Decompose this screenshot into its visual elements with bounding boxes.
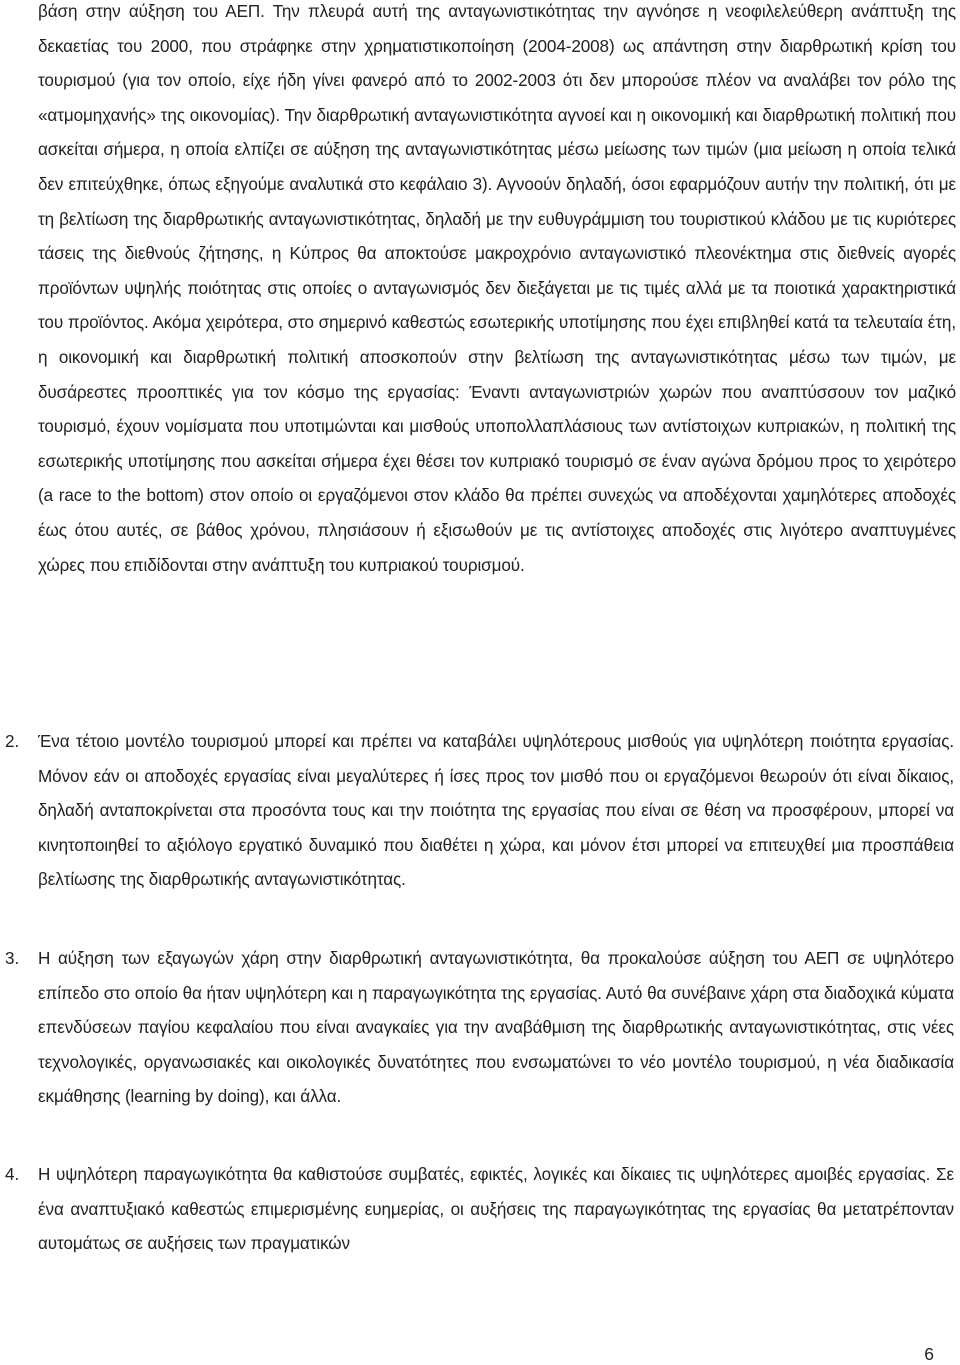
list-item-text: Η υψηλότερη παραγωγικότητα θα καθιστούσε συμβατές, εφικτές, λογικές και δίκαιες τις υψηλότερες αμοιβές εργασίας. Σε ένα αναπτυξιακό καθεστώς επιμερισμένης ευημερίας, οι αυξήσεις της παραγωγικότητας της εργασίας θα μετατρέπονταν αυτομάτως σε αυξήσεις των πραγματικών <box>38 1165 954 1254</box>
list-item-text: Ένα τέτοιο μοντέλο τουρισμού μπορεί και πρέπει να καταβάλει υψηλότερους μισθούς για υψηλότερη ποιότητα εργασίας. Μόνον εάν οι αποδοχές εργασίας είναι μεγαλύτερες ή ίσες προς τον μισθό που οι εργαζόμενοι θεωρούν ότι είναι δίκαιος, δηλαδή ανταποκρίνεται στα προσόντα τους και την ποιότητα της εργασίας που είναι σε θέση να προσφέρουν, μπορεί να κινητοποιηθεί το αξιόλογο εργατικό δυναμικό που διαθέτει η χώρα, και μόνον έτσι μπορεί να επιτευχθεί μια προσπάθεια βελτίωσης της διαρθρωτικής ανταγωνιστικότητας. <box>38 732 954 890</box>
body-paragraph: βάση στην αύξηση του ΑΕΠ. Την πλευρά αυτή της ανταγωνιστικότητας την αγνόησε η νεοφιλελεύθερη ανάπτυξη της δεκαετίας του 2000, που στράφηκε στην χρηματιστικοποίηση (2004-2008) ως απάντηση στην διαρθρωτική κρίση του τουρισμού (για τον οποίο, είχε ήδη γίνει φανερό από το 2002-2003 ότι δεν μπορούσε πλέον να αναλάβει τον ρόλο της «ατμομηχανής» της οικονομίας). Την διαρθρωτική ανταγωνιστικότητα αγνοεί και η οικονομική και διαρθρωτική πολιτική που ασκείται σήμερα, η οποία ελπίζει σε αύξηση της ανταγωνιστικότητας μέσω μείωσης των τιμών (μια μείωση η οποία τελικά δεν επιτεύχθηκε, όπως εξηγούμε αναλυτικά στο κεφάλαιο 3). Αγνοούν δηλαδή, όσοι εφαρμόζουν αυτήν την πολιτική, ότι με τη βελτίωση της διαρθρωτικής ανταγωνιστικότητας, δηλαδή με την ευθυγράμμιση του τουριστικού κλάδου με τις κυριότερες τάσεις της διεθνούς ζήτησης, η Κύπρος θα αποκτούσε μακροχρόνιο ανταγωνιστικό πλεονέκτημα στις διεθνείς αγορές προϊόντων υψηλής ποιότητας στις οποίες ο ανταγωνισμός δεν διεξάγεται με τις τιμές αλλά με τα ποιοτικά χαρακτηριστικά του προϊόντος. Ακόμα χειρότερα, στο σημερινό καθεστώς εσωτερικής υποτίμησης που έχει επιβληθεί κατά τα τελευταία έτη, η οικονομική και διαρθρωτική πολιτική αποσκοπούν στην βελτίωση της ανταγωνιστικότητας μέσω των τιμών, με δυσάρεστες προοπτικές για τον κόσμο της εργασίας: Έναντι ανταγωνιστριών χωρών που αναπτύσσουν τον μαζικό τουρισμό, έχουν νομίσματα που υποτιμώνται και μισθούς υποπολλαπλάσιους των αντίστοιχων κυπριακών, η πολιτική της εσωτερικής υποτίμησης που ασκείται σήμερα έχει θέσει τον κυπριακό τουρισμό σε έναν αγώνα δρόμου προς το χειρότερο (a race to the bottom) στον οποίο οι εργαζόμενοι στον κλάδο θα πρέπει συνεχώς να αποδέχονται χαμηλότερες αποδοχές έως ότου αυτές, σε βάθος χρόνου, πλησιάσουν ή εξισωθούν με τις αντίστοιχες αποδοχές στις λιγότερο αναπτυγμένες χώρες που επιδίδονται στην ανάπτυξη του κυπριακού τουρισμού. <box>38 2 956 575</box>
list-item-number: 4. <box>5 1165 20 1184</box>
list-item-number: 2. <box>5 732 20 751</box>
list-item-number: 3. <box>5 949 20 968</box>
list-item-text: Η αύξηση των εξαγωγών χάρη στην διαρθρωτική ανταγωνιστικότητα, θα προκαλούσε αύξηση του ΑΕΠ σε υψηλότερο επίπεδο στο οποίο θα ήταν υψηλότερη και η παραγωγικότητα της εργασίας. Αυτό θα συνέβαινε χάρη στα διαδοχικά κύματα επενδύσεων παγίου κεφαλαίου που είναι αναγκαίες για την αναβάθμιση της διαρθρωτικής ανταγωνιστικότητας, στις νέες τεχνολογικές, οργανωσιακές και οικολογικές δυνατότητες που ενσωματώνει το νέο μοντέλο τουρισμού, η νέα διαδικασία εκμάθησης (learning by doing), και άλλα. <box>38 949 954 1107</box>
page-number: 6 <box>924 1344 934 1364</box>
